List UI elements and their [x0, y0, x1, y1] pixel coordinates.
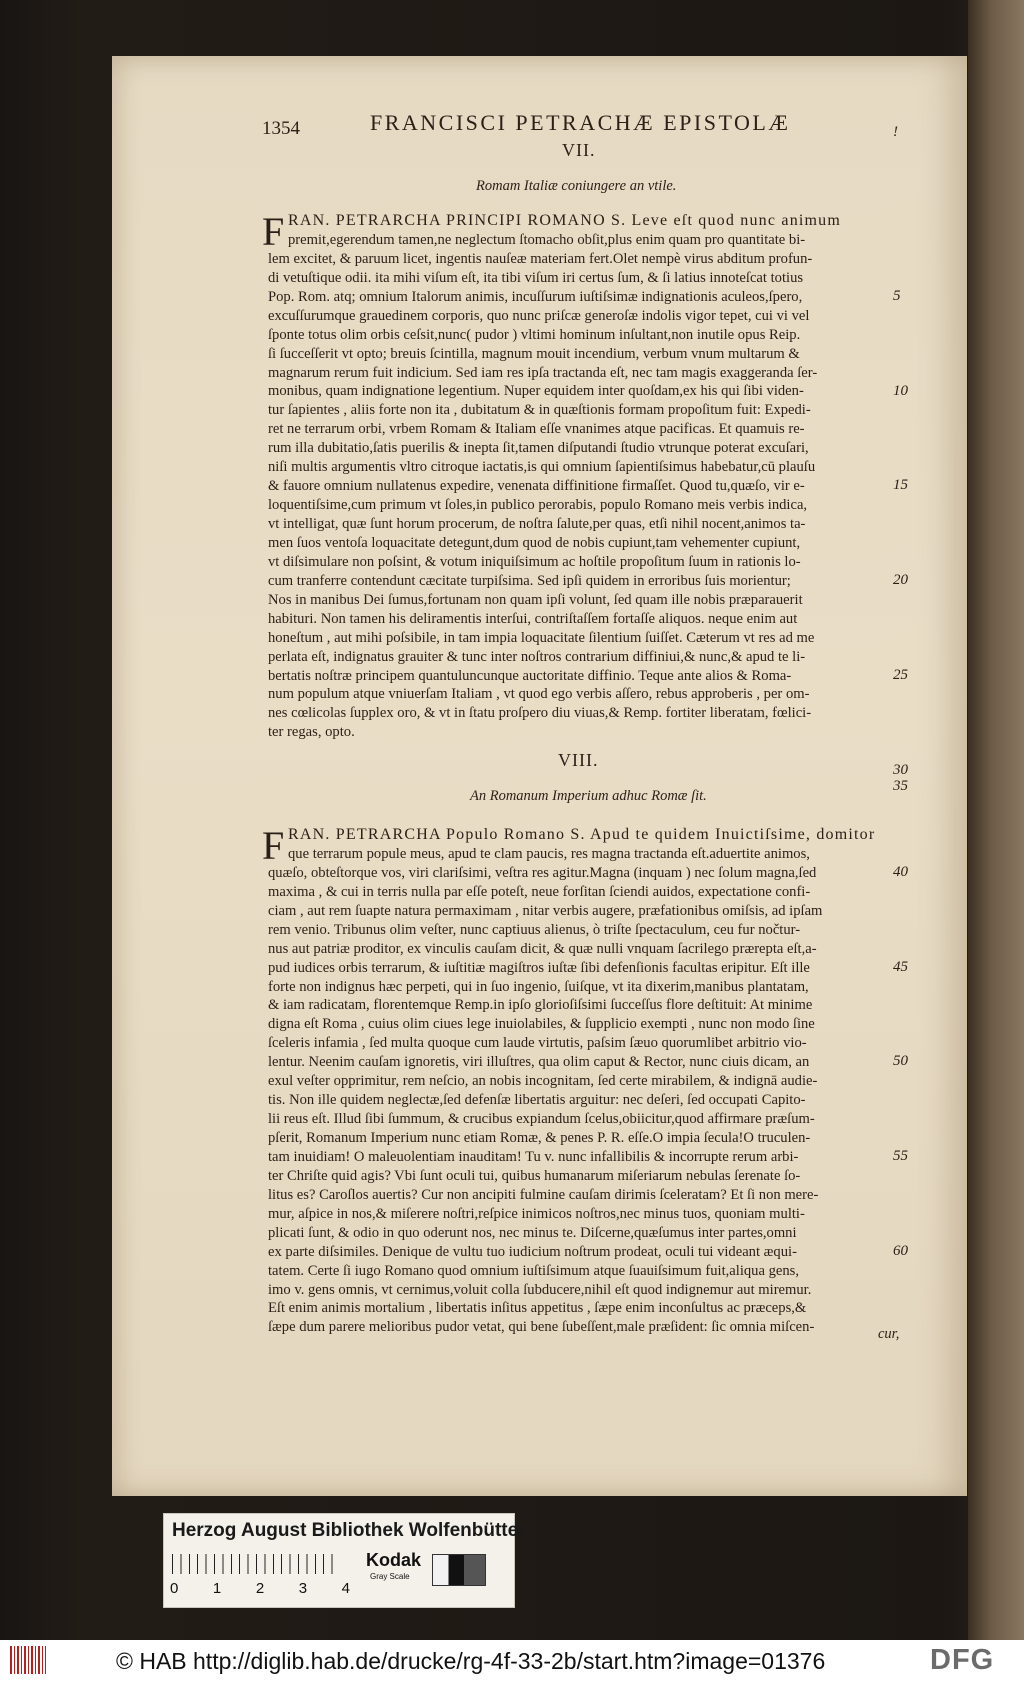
text-line: lem excitet, & paruum licet, ingentis nauſeæ materiam fert.Olet nempè virus abditum profun-	[268, 250, 813, 267]
text-line: vt intelligat, quæ ſunt horum procerum, de noſtra ſalute,per quas, etſi nihil nocent,animos ta-	[268, 516, 806, 532]
letter-7-body	[268, 212, 896, 742]
footer-bar	[0, 1640, 1024, 1682]
text-line: monibus, quam indignatione legentium. Nuper equidem inter quoſdam,ex his qui ſibi viden-	[268, 383, 804, 400]
text-line: ſponte totus olim orbis ceſsit,nunc( pudor ) vltimi hominum inſultant,non inutile opus Reip.	[268, 326, 801, 343]
copyright-link[interactable]: © HAB http://diglib.hab.de/drucke/rg-4f-33-2b/start.htm?image=01376	[116, 1648, 826, 1674]
ruler-digit: 2	[255, 1580, 265, 1597]
text-line: ſceleris infamia , ſed multa quoque cum laude virtutis, paſsim ſæuo quorumlibet arbitrio vio-	[268, 1035, 807, 1052]
text-line: loquentiſsime,cum primum vt ſoles,in publico perorabis, populo Romano meis verbis indica,	[268, 497, 808, 514]
kodak-logo: Kodak	[366, 1550, 422, 1570]
letter-7-number: VII.	[562, 140, 596, 160]
text-line: ciam , aut rem ſuapte natura permaximam , nitar verbis augere, præfationibus omiſsis, ad ipſam	[268, 902, 823, 919]
ruler-digit: 4	[341, 1580, 350, 1597]
library-label	[163, 1513, 524, 1608]
text-line: digna eſt Roma , cuius olim ciues lege inuiolabiles, & ſupplicio exempti , nunc non modo ſine	[268, 1016, 815, 1033]
margin-line-number: 55	[893, 1148, 908, 1164]
letter-8-number: VIII.	[558, 750, 599, 770]
text-line: excuſſurumque grauedinem corporis, quo nunc priſcæ generoſæ indolis vigor tepet, cui vi vel	[268, 307, 810, 324]
text-line: & iam radicatam, florentemque Remp.in ipſo glorioſiſsimi ſucceſſus flore deſtituit: At minime	[268, 997, 813, 1014]
dfg-logo: DFG	[930, 1644, 995, 1676]
margin-line-number: 15	[893, 477, 908, 493]
page-number: 1354	[262, 118, 300, 139]
ruler-digit: 3	[298, 1580, 308, 1597]
text-line: Nos in manibus Dei ſumus,fortunam non quam ipſi volunt, ſed quam ille nobis præparauerit	[268, 591, 803, 608]
text-line: ret ne terrarum orbi, vrbem Romam & Italiam eſſe vnanimes atque pacificas. Et quamuis re-	[268, 421, 805, 438]
text-line: men ſuos ventoſa loquacitate detegunt,dum quod de nobis cupiunt,tam vehementer cupiunt,	[268, 534, 801, 551]
barcode-icon	[10, 1646, 46, 1674]
text-line: di vetuſtique odii. ita mihi viſum eſt, ita tibi viſum iri certus ſum, & ſi latius innoteſcat totius	[268, 269, 804, 286]
margin-line-number: 60	[893, 1243, 908, 1259]
library-name: Herzog August Bibliothek Wolfenbüttel	[172, 1520, 524, 1541]
text-line: niſi multis argumentis vltro citroque iactatis,is qui omnium ſapientiſsimus habebatur,cū plauſu	[268, 459, 816, 476]
text-line: bertatis noſtræ principem quantuluncunque auctoritate diffinio. Teque ante alios & Roma-	[268, 667, 792, 684]
text-line: plicati ſunt, & odio in quo oderunt nos, nec minus te. Diſcerne,quæſumus inter partes,omni	[268, 1224, 797, 1241]
margin-mark: !	[893, 124, 898, 140]
text-line: rem venio. Tribunus olim veſter, nunc captiuus alienus, ò triſte ſpectaculum, ceu fur nočtur-	[268, 921, 801, 938]
letter-8-body	[268, 826, 896, 1337]
gray-scale-text: Gray Scale	[370, 1572, 410, 1581]
letter-7-argument: Romam Italiæ coniungere an vtile.	[476, 178, 677, 194]
text-line: mur, aſpice in nos,& miſerere noſtri,reſpice inimicos noſtros,nec minus tuos, quoniam multi-	[268, 1205, 805, 1222]
text-line: exul veſter opprimitur, rem neſcio, an nobis incognitam, ſed certe mirabilem, & indignā audie-	[268, 1073, 818, 1090]
text-line: nus aut patriæ proditor, ex vinculis cauſam dicit, & quæ nulli vnquam ſacrilego prærepta eſt,a-	[268, 940, 817, 957]
text-line: & fauore omnium nullatenus expedire, venenata diffinitione firmaſſet. Quod tu,quæſo, vir e-	[268, 478, 805, 495]
ruler-digit: 0	[170, 1580, 179, 1597]
text-line: pud iudices orbis terrarum, & iuſtitiæ magiſtros iuſtæ ſibi defenſionis facultas eripitur. Eſt ille	[268, 959, 810, 976]
margin-line-number: 30	[893, 762, 908, 778]
ruler-digits	[170, 1580, 350, 1597]
text-line: habituri. Non tamen his deliramentis interſui, contriſtaſſem fortaſſe aliquos. neque enim aut	[268, 610, 798, 627]
margin-line-number: 40	[893, 864, 908, 880]
margin-line-number: 25	[893, 667, 908, 683]
text-line: nes cœlicolas ſupplex oro, & vt in ſtatu proſpero diu viuas,& Remp. fortiter liberatam, fœlici-	[268, 705, 812, 722]
ruler-digit: 1	[212, 1580, 222, 1597]
text-line: forte non indignus hæc perpeti, qui in ſuo ingenio, ſuiſque, vt ita dixerim,manibus plantatam,	[268, 978, 809, 995]
letter-8-drop-cap: F	[262, 823, 285, 868]
text-line: tur ſapientes , aliis forte non ita , dubitatum & in quæſtionis formam propoſitum fuit: Expedi-	[268, 402, 811, 419]
text-line: ex parte diſsimiles. Denique de vultu tuo iudicium noſtrum prodeat, oculi tui videant æqui-	[268, 1243, 797, 1260]
margin-line-number: 35	[893, 778, 908, 794]
text-line: rum illa dubitatio,ſatis puerilis & inepta ſit,tamen diſputandi ſtudio vtrunque poterat excuſari,	[268, 440, 809, 457]
text-line: ſi ſucceſſerit vt opto; breuis ſcintilla, magnum mouit incendium, verbum vnum multarum &	[268, 345, 800, 362]
letter-8-argument: An Romanum Imperium adhuc Romæ ſit.	[470, 788, 707, 804]
text-line: honeſtum , aut mihi poſsibile, in tam impia loquacitate ſilentium ſuiſſet. Cæterum vt res ad me	[268, 629, 815, 646]
text-line: perlata eſt, indignatus grauiter & tunc inter noſtros contrarium diffiniui,& nunc,& apud te li-	[268, 648, 806, 665]
text-line: magnarum rerum fuit indicium. Sed iam res ipſa tractanda eſt, nec tam magis exaggeranda ſer-	[268, 364, 818, 381]
text-line: RAN. PETRARCHA Populo Romano S. Apud te quidem Inuictiſsime, domitor	[288, 826, 876, 843]
text-line: maxima , & cui in terris nulla par eſſe poteſt, neue forſitan ſciendi auidos, expectatione confi-	[268, 883, 811, 900]
text-line: pſerit, Romanum Imperium nunc etiam Romæ, & penes P. R. eſſe.O impia ſecula!O truculen-	[268, 1130, 811, 1146]
margin-line-number: 10	[893, 383, 908, 399]
letter-7-drop-cap: F	[262, 209, 285, 254]
catchword: cur,	[878, 1326, 900, 1342]
text-line: vt diſsimulare non poſsint, & votum iniquiſsimum ac hoſtile propoſitum ſuum in rationis lo-	[268, 553, 801, 570]
text-line: litus es? Caroſlos auertis? Cur non ancipiti fulmine cauſam dirimis ſceleratam? Et ſi non mere-	[268, 1186, 819, 1203]
gray-scale-patch	[432, 1554, 486, 1586]
text-line: lii reus eſt. Illud ſibi ſummum, & crucibus expiandum ſcelus,obiicitur,quod affirmare præſum-	[268, 1111, 815, 1128]
text-line: imo v. gens omnis, vt cernimus,voluit colla ſubducere,nihil eſt quod indignemur aut miremur.	[268, 1281, 812, 1298]
text-line: num populum atque vniuerſam Italiam , vt quod ego verbis aſſero, rebus approberis , per om-	[268, 686, 810, 703]
text-line: Pop. Rom. atq; omnium Italorum animis, incuſſurum iuſtiſsimæ indignationis aculeos,ſpero,	[268, 288, 803, 305]
margin-line-number: 50	[893, 1053, 908, 1069]
text-line: lentur. Neenim cauſam ignoretis, viri illuſtres, qua olim caput & Rector, nunc ciuis dicam, an	[268, 1054, 810, 1071]
text-line: cum tranferre contendunt cæcitate turpiſsima. Sed ipſi quidem in erroribus ſuis morientur;	[268, 572, 791, 589]
text-line: que terrarum popule meus, apud te clam paucis, res magna tractanda eſt.aduertite animos,	[288, 845, 810, 862]
margin-line-number: 5	[893, 288, 901, 304]
text-line: quæſo, obteſtorque vos, viri clariſsimi, veſtra res agitur.Magna (inquam ) nec ſolum magna,ſed	[268, 864, 817, 881]
text-line: ter regas, opto.	[268, 724, 355, 741]
text-line: tatem. Certe ſi iugo Romano quod omnium iuſtiſsimum atque ſuauiſsimum fuit,aliqua gens,	[268, 1262, 799, 1279]
text-line: tam inuidiam! O maleuolentiam inauditam! Tu v. nunc infallibilis & incorrupte rerum arbi-	[268, 1148, 799, 1165]
text-line: RAN. PETRARCHA PRINCIPI ROMANO S. Leve eſt quod nunc animum	[288, 212, 842, 229]
text-line: tis. Non ille quidem neglectæ,ſed defenſæ libertatis arguitur: nec deſeri, ſed occupati Capito-	[268, 1092, 806, 1109]
margin-line-number: 20	[893, 572, 908, 588]
text-line: premit,egerendum tamen,ne neglectum ſtomacho obſit,plus enim quam pro quantitate bi-	[288, 231, 806, 248]
margin-line-number: 45	[893, 959, 908, 975]
scale-ruler	[172, 1554, 340, 1574]
adjacent-page-edge	[968, 0, 1024, 1640]
text-line: ter Chriſte quid agis? Vbi ſunt oculi tui, quibus humanarum miſeriarum nebulas ſerenate ſo-	[268, 1167, 801, 1184]
text-line: ſæpe dum parere melioribus pudor vetat, qui bene ſubeſſent,male præſident: ſic omnia miſcen-	[268, 1319, 815, 1336]
running-head: FRANCISCI PETRACHÆ EPISTOLÆ	[370, 110, 791, 135]
text-line: Eſt enim animis mortalium , libertatis inſitus appetitus , ſæpe enim inconſultus ac præceps,&	[268, 1300, 807, 1317]
